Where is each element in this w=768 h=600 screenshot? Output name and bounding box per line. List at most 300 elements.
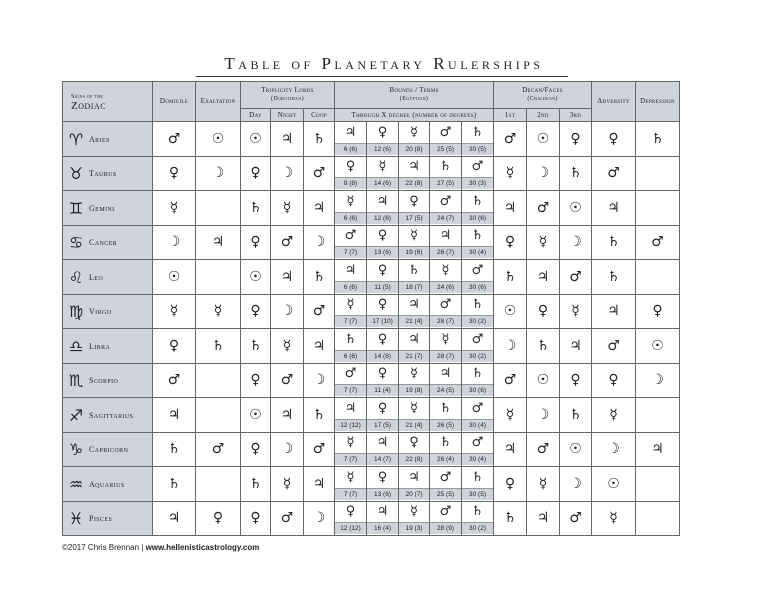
bound-cell	[399, 156, 430, 191]
bound-degree: 25 (5)	[430, 488, 461, 500]
d1-cell: ♃	[494, 432, 527, 467]
bound-planet-icon: ♃	[344, 262, 357, 278]
adversity-cell: ♀	[592, 122, 636, 157]
night-cell: ☿	[271, 467, 304, 502]
bound-degree: 8 (8)	[335, 177, 366, 189]
bound-degree: 30 (2)	[462, 315, 493, 327]
bound-cell	[367, 398, 399, 433]
bound-planet-icon: ♃	[344, 400, 357, 416]
bound-planet-icon: ♀	[345, 504, 356, 520]
bound-degree: 12 (6)	[367, 143, 398, 155]
sign-name: Cancer	[89, 238, 118, 248]
table-row	[63, 467, 680, 502]
sign-cell	[63, 191, 153, 226]
domicile-cell: ♀	[153, 156, 196, 191]
domicile-cell: ♃	[153, 398, 196, 433]
bound-planet-icon: ♄	[408, 262, 420, 278]
coop-cell: ☽	[304, 363, 335, 398]
domicile-header: Domicile	[153, 82, 196, 122]
depression-cell: ♀	[636, 294, 680, 329]
bound-degree: 22 (8)	[399, 453, 429, 465]
bound-degree: 27 (5)	[430, 177, 461, 189]
copyright-text: ©2017 Chris Brennan |	[62, 543, 146, 552]
domicile-cell: ♂	[153, 122, 196, 157]
bounds-through-header: Through X degree (number of degrees)	[335, 109, 494, 122]
d3-cell: ☿	[560, 294, 592, 329]
domicile-cell: ☿	[153, 294, 196, 329]
sign-glyph-icon: ♐	[68, 405, 84, 425]
sign-cell	[63, 398, 153, 433]
bound-cell	[399, 398, 430, 433]
d2-cell: ☿	[527, 467, 560, 502]
day-cell: ☉	[241, 122, 271, 157]
d3-cell: ♀	[560, 363, 592, 398]
depression-cell	[636, 467, 680, 502]
coop-cell: ♃	[304, 329, 335, 364]
sign-cell	[63, 156, 153, 191]
day-cell: ♀	[241, 432, 271, 467]
bound-degree: 19 (6)	[399, 246, 429, 258]
bound-planet-icon: ♂	[439, 193, 452, 209]
bound-degree: 11 (5)	[367, 281, 398, 293]
bound-cell	[462, 156, 494, 191]
bound-cell	[430, 294, 462, 329]
adversity-cell: ☉	[592, 467, 636, 502]
bound-planet-icon: ☿	[441, 262, 450, 278]
coop-cell: ☽	[304, 501, 335, 536]
d1-cell: ♀	[494, 225, 527, 260]
bounds-header: Bounds / Terms (Egyptian)	[335, 82, 494, 109]
bound-cell	[430, 432, 462, 467]
coop-header: Coop	[304, 109, 335, 122]
bound-degree: 14 (6)	[367, 177, 398, 189]
bound-cell	[335, 294, 367, 329]
bound-degree: 17 (5)	[367, 419, 398, 431]
d3-cell: ♂	[560, 501, 592, 536]
night-cell: ♂	[271, 225, 304, 260]
sign-cell	[63, 122, 153, 157]
table-row	[63, 501, 680, 536]
d3-cell: ♀	[560, 122, 592, 157]
bound-degree: 30 (2)	[462, 522, 493, 534]
bound-cell	[367, 225, 399, 260]
bound-planet-icon: ☿	[441, 331, 450, 347]
bound-planet-icon: ♄	[471, 469, 484, 485]
rulerships-table	[62, 81, 680, 536]
bound-planet-icon: ♄	[471, 366, 484, 382]
coop-cell: ♂	[304, 294, 335, 329]
bound-degree: 24 (5)	[430, 384, 461, 396]
bound-planet-icon: ☿	[346, 193, 355, 209]
bound-degree: 20 (7)	[399, 488, 429, 500]
bound-degree: 13 (6)	[367, 488, 398, 500]
sign-name: Sagittarius	[89, 410, 134, 420]
exaltation-cell: ♂	[196, 432, 241, 467]
day-cell: ☉	[241, 260, 271, 295]
bound-cell	[335, 363, 367, 398]
zodiac-header: Signs of the Zodiac	[63, 82, 153, 122]
bound-degree: 19 (3)	[399, 522, 429, 534]
d2-cell: ☿	[527, 225, 560, 260]
bound-cell	[399, 122, 430, 157]
bound-degree: 18 (7)	[399, 281, 429, 293]
bound-cell	[399, 191, 430, 226]
adversity-cell: ☿	[592, 398, 636, 433]
sign-cell	[63, 294, 153, 329]
second-decan-header: 2nd	[527, 109, 560, 122]
bound-cell	[462, 294, 494, 329]
night-cell: ♃	[271, 122, 304, 157]
footer-credit	[62, 543, 259, 552]
d3-cell: ☉	[560, 191, 592, 226]
exaltation-header: Exaltation	[196, 82, 241, 122]
d3-cell: ♄	[560, 398, 592, 433]
night-cell: ♂	[271, 363, 304, 398]
website-link[interactable]: www.hellenisticastrology.com	[145, 543, 260, 552]
depression-cell: ♂	[636, 225, 680, 260]
bound-planet-icon: ♂	[439, 504, 452, 520]
bound-planet-icon: ♄	[439, 400, 452, 416]
sign-glyph-icon: ♋	[68, 233, 84, 253]
domicile-cell: ♀	[153, 329, 196, 364]
table-row	[63, 122, 680, 157]
sign-cell	[63, 260, 153, 295]
table-row	[63, 225, 680, 260]
depression-cell: ☽	[636, 363, 680, 398]
bound-planet-icon: ♃	[439, 228, 452, 244]
coop-cell: ♄	[304, 398, 335, 433]
depression-header: Depression	[636, 82, 680, 122]
bound-planet-icon: ♄	[471, 297, 484, 313]
day-cell: ☉	[241, 398, 271, 433]
bound-cell	[335, 432, 367, 467]
adversity-cell: ♂	[592, 329, 636, 364]
d2-cell: ☽	[527, 398, 560, 433]
bound-cell	[367, 260, 399, 295]
sign-glyph-icon: ♎	[68, 336, 84, 356]
domicile-cell: ☽	[153, 225, 196, 260]
d2-cell: ☉	[527, 363, 560, 398]
exaltation-cell: ☉	[196, 122, 241, 157]
bound-cell	[462, 260, 494, 295]
bound-degree: 30 (6)	[462, 212, 493, 224]
bound-planet-icon: ☿	[410, 366, 418, 382]
night-cell: ☽	[271, 432, 304, 467]
depression-cell: ☉	[636, 329, 680, 364]
night-cell: ♃	[271, 398, 304, 433]
bound-planet-icon: ♃	[408, 469, 420, 485]
depression-cell	[636, 398, 680, 433]
sign-cell	[63, 501, 153, 536]
depression-cell: ♃	[636, 432, 680, 467]
bound-cell	[430, 191, 462, 226]
bound-cell	[430, 363, 462, 398]
bound-degree: 13 (6)	[367, 246, 398, 258]
sign-glyph-icon: ♒	[68, 474, 84, 494]
bound-cell	[462, 191, 494, 226]
bound-planet-icon: ♂	[471, 159, 484, 175]
bound-planet-icon: ☿	[410, 124, 418, 140]
bound-cell	[430, 122, 462, 157]
bound-degree: 19 (8)	[399, 384, 429, 396]
d3-cell: ♄	[560, 156, 592, 191]
day-header: Day	[241, 109, 271, 122]
bound-planet-icon: ♄	[439, 159, 452, 175]
bound-planet-icon: ♀	[377, 469, 388, 485]
d3-cell: ♂	[560, 260, 592, 295]
bound-cell	[367, 294, 399, 329]
bound-planet-icon: ♃	[439, 366, 452, 382]
bound-cell	[367, 329, 399, 364]
exaltation-cell: ♄	[196, 329, 241, 364]
bound-planet-icon: ♃	[408, 159, 420, 175]
bound-cell	[462, 122, 494, 157]
bound-cell	[399, 294, 430, 329]
bound-degree: 28 (9)	[430, 522, 461, 534]
depression-cell	[636, 156, 680, 191]
bound-degree: 28 (7)	[430, 315, 461, 327]
depression-cell: ♄	[636, 122, 680, 157]
day-cell: ♀	[241, 363, 271, 398]
bound-degree: 30 (6)	[462, 384, 493, 396]
bound-planet-icon: ♂	[439, 469, 452, 485]
sign-glyph-icon: ♊	[68, 198, 84, 218]
bound-planet-icon: ☿	[346, 435, 355, 451]
bound-planet-icon: ♂	[471, 400, 484, 416]
bound-planet-icon: ♀	[377, 124, 388, 140]
sign-name: Scorpio	[89, 376, 119, 386]
bound-planet-icon: ♄	[471, 228, 484, 244]
table-row	[63, 329, 680, 364]
bound-degree: 12 (6)	[367, 212, 398, 224]
bound-degree: 12 (12)	[335, 419, 366, 431]
table-row	[63, 363, 680, 398]
d3-cell: ☉	[560, 432, 592, 467]
d2-cell: ☉	[527, 122, 560, 157]
bound-degree: 11 (4)	[367, 384, 398, 396]
bound-degree: 30 (3)	[462, 177, 493, 189]
bound-planet-icon: ♂	[439, 124, 452, 140]
d2-cell: ♂	[527, 191, 560, 226]
bound-planet-icon: ♀	[377, 297, 388, 313]
domicile-cell: ♄	[153, 432, 196, 467]
table-row	[63, 398, 680, 433]
day-cell: ♀	[241, 156, 271, 191]
bound-cell	[367, 467, 399, 502]
decan-header: Decan/Faces (Chaldean)	[494, 82, 592, 109]
bound-cell	[335, 191, 367, 226]
d1-cell: ♀	[494, 467, 527, 502]
d1-cell: ♂	[494, 363, 527, 398]
third-decan-header: 3rd	[560, 109, 592, 122]
domicile-cell: ☿	[153, 191, 196, 226]
bound-cell	[430, 501, 462, 536]
exaltation-cell	[196, 398, 241, 433]
night-cell: ☿	[271, 329, 304, 364]
sign-name: Leo	[89, 272, 104, 282]
bound-degree: 21 (4)	[399, 315, 429, 327]
d1-cell: ♄	[494, 260, 527, 295]
bound-degree: 14 (8)	[367, 350, 398, 362]
night-header: Night	[271, 109, 304, 122]
bound-cell	[335, 225, 367, 260]
bound-degree: 26 (7)	[430, 246, 461, 258]
bound-cell	[335, 329, 367, 364]
bound-cell	[462, 225, 494, 260]
day-cell: ♀	[241, 225, 271, 260]
adversity-cell: ☽	[592, 432, 636, 467]
triplicity-header: Triplicity Lords (Dorotheus)	[241, 82, 335, 109]
bound-cell	[367, 501, 399, 536]
exaltation-cell: ☽	[196, 156, 241, 191]
domicile-cell: ☉	[153, 260, 196, 295]
day-cell: ♄	[241, 329, 271, 364]
exaltation-cell	[196, 467, 241, 502]
night-cell: ♃	[271, 260, 304, 295]
exaltation-cell	[196, 260, 241, 295]
bound-cell	[367, 156, 399, 191]
coop-cell: ♃	[304, 191, 335, 226]
adversity-header: Adversity	[592, 82, 636, 122]
adversity-cell: ♄	[592, 225, 636, 260]
bound-planet-icon: ♃	[376, 435, 389, 451]
bound-degree: 21 (7)	[399, 350, 429, 362]
bound-cell	[462, 467, 494, 502]
bound-cell	[335, 122, 367, 157]
bound-cell	[367, 122, 399, 157]
exaltation-cell: ♀	[196, 501, 241, 536]
bound-degree: 7 (7)	[335, 384, 366, 396]
title-underline	[196, 76, 568, 77]
bound-planet-icon: ♂	[471, 331, 484, 347]
bound-degree: 30 (2)	[462, 350, 493, 362]
bound-cell	[367, 432, 399, 467]
domicile-cell: ♃	[153, 501, 196, 536]
bound-planet-icon: ♀	[409, 193, 419, 209]
coop-cell: ♃	[304, 467, 335, 502]
d1-cell: ☉	[494, 294, 527, 329]
bound-cell	[399, 467, 430, 502]
d1-cell: ♃	[494, 191, 527, 226]
bound-cell	[462, 432, 494, 467]
bound-planet-icon: ☿	[410, 504, 418, 520]
night-cell: ☽	[271, 156, 304, 191]
bound-cell	[399, 260, 430, 295]
depression-cell	[636, 260, 680, 295]
bound-degree: 6 (6)	[335, 350, 366, 362]
d1-cell: ☿	[494, 398, 527, 433]
bound-planet-icon: ☿	[378, 159, 387, 175]
d2-cell: ♀	[527, 294, 560, 329]
bound-planet-icon: ☿	[346, 297, 355, 313]
adversity-cell: ☿	[592, 501, 636, 536]
bound-degree: 30 (6)	[462, 281, 493, 293]
table-row	[63, 260, 680, 295]
bound-degree: 7 (7)	[335, 246, 366, 258]
bound-planet-icon: ♃	[408, 331, 420, 347]
coop-cell: ☽	[304, 225, 335, 260]
d2-cell: ☽	[527, 156, 560, 191]
sign-glyph-icon: ♌	[68, 267, 84, 287]
bound-cell	[399, 329, 430, 364]
domicile-cell: ♄	[153, 467, 196, 502]
night-cell: ♂	[271, 501, 304, 536]
d1-cell: ♄	[494, 501, 527, 536]
bound-cell	[399, 432, 430, 467]
bound-degree: 30 (4)	[462, 246, 493, 258]
table-row	[63, 432, 680, 467]
bound-cell	[462, 398, 494, 433]
adversity-cell: ♂	[592, 156, 636, 191]
depression-cell	[636, 191, 680, 226]
bound-cell	[335, 398, 367, 433]
bound-degree: 14 (7)	[367, 453, 398, 465]
d3-cell: ☽	[560, 225, 592, 260]
bound-planet-icon: ♀	[377, 262, 388, 278]
bound-cell	[430, 225, 462, 260]
bound-planet-icon: ♂	[471, 262, 484, 278]
sign-glyph-icon: ♈	[68, 129, 84, 149]
night-cell: ☿	[271, 191, 304, 226]
adversity-cell: ♀	[592, 363, 636, 398]
domicile-cell: ♂	[153, 363, 196, 398]
sign-cell	[63, 467, 153, 502]
bound-planet-icon: ♄	[471, 193, 484, 209]
bound-degree: 20 (8)	[399, 143, 429, 155]
bound-degree: 26 (4)	[430, 453, 461, 465]
bound-degree: 30 (5)	[462, 143, 493, 155]
bound-planet-icon: ♀	[345, 159, 356, 175]
sign-name: Pisces	[89, 514, 113, 524]
bound-planet-icon: ☿	[410, 228, 418, 244]
table-row	[63, 191, 680, 226]
adversity-cell: ♃	[592, 294, 636, 329]
bound-cell	[462, 501, 494, 536]
bound-degree: 7 (7)	[335, 453, 366, 465]
coop-cell: ♄	[304, 260, 335, 295]
bound-degree: 17 (10)	[367, 315, 398, 327]
day-cell: ♀	[241, 294, 271, 329]
d3-cell: ☽	[560, 467, 592, 502]
bound-degree: 30 (4)	[462, 453, 493, 465]
sign-cell	[63, 432, 153, 467]
depression-cell	[636, 501, 680, 536]
bound-cell	[367, 363, 399, 398]
d1-cell: ☿	[494, 156, 527, 191]
bound-degree: 6 (6)	[335, 212, 366, 224]
table-row	[63, 294, 680, 329]
bound-degree: 30 (4)	[462, 419, 493, 431]
d2-cell: ♃	[527, 260, 560, 295]
bound-degree: 24 (6)	[430, 281, 461, 293]
sign-cell	[63, 329, 153, 364]
sign-name: Gemini	[89, 203, 115, 213]
bound-planet-icon: ♂	[439, 297, 452, 313]
bound-planet-icon: ♃	[376, 193, 389, 209]
d1-cell: ♂	[494, 122, 527, 157]
bound-planet-icon: ♂	[344, 366, 357, 382]
bound-degree: 22 (8)	[399, 177, 429, 189]
d3-cell: ♃	[560, 329, 592, 364]
bound-planet-icon: ♄	[471, 504, 484, 520]
bound-cell	[335, 467, 367, 502]
bound-cell	[430, 398, 462, 433]
day-cell: ♄	[241, 191, 271, 226]
sign-cell	[63, 363, 153, 398]
table-row	[63, 156, 680, 191]
bound-planet-icon: ♄	[471, 124, 484, 140]
d2-cell: ♂	[527, 432, 560, 467]
